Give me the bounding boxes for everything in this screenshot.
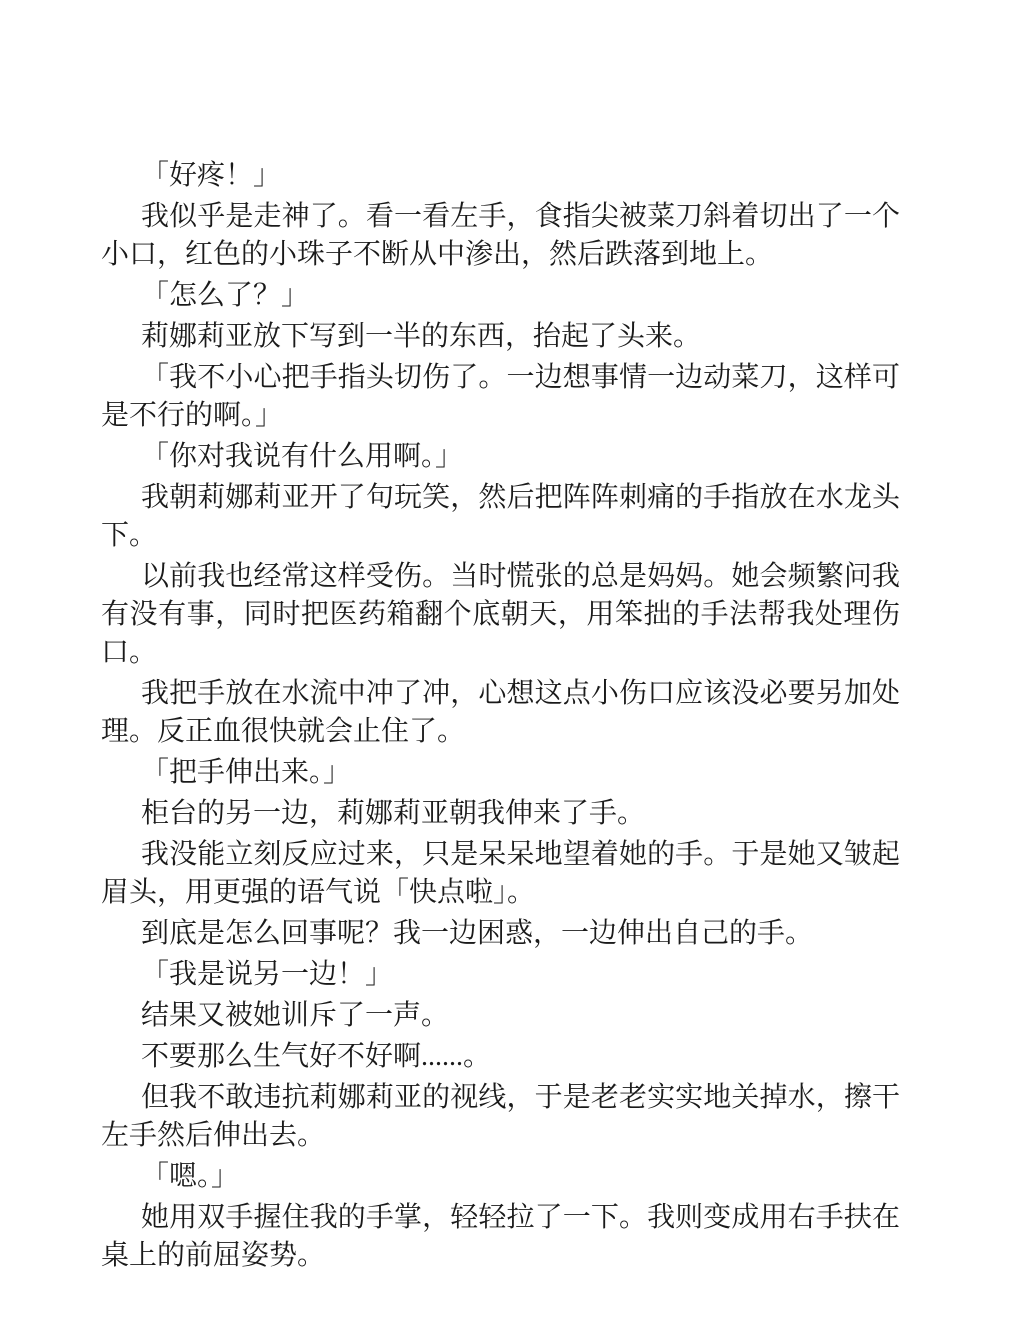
- paragraph: 结果又被她训斥了一声。: [141, 1000, 450, 1031]
- paragraph-dialogue: 「你对我说有什么用啊。」: [141, 441, 464, 472]
- paragraph: 她用双手握住我的手掌，轻轻拉了一下。我则变成用右手扶在桌上的前屈姿势。: [101, 1202, 900, 1271]
- paragraph: 莉娜莉亚放下写到一半的东西，抬起了头来。: [141, 321, 702, 352]
- paragraph: 以前我也经常这样受伤。当时慌张的总是妈妈。她会频繁问我有没有事，同时把医药箱翻个底朝天，用笨拙的手法帮我处理伤口。: [101, 561, 900, 668]
- paragraph: 我把手放在水流中冲了冲，心想这点小伤口应该没必要另加处理。反正血很快就会止住了。: [101, 678, 900, 747]
- paragraph-dialogue: 「好疼！」: [141, 160, 282, 191]
- paragraph: 到底是怎么回事呢？我一边困惑，一边伸出自己的手。: [141, 918, 814, 949]
- paragraph-dialogue: 「嗯。」: [141, 1161, 240, 1192]
- paragraph: 我似乎是走神了。看一看左手，食指尖被菜刀斜着切出了一个小口，红色的小珠子不断从中渗出，然后跌落到地上。: [101, 201, 900, 270]
- text-block: [101, 157, 900, 1278]
- paragraph: 柜台的另一边，莉娜莉亚朝我伸来了手。: [141, 798, 646, 829]
- paragraph-dialogue: 「把手伸出来。」: [141, 757, 352, 788]
- paragraph: 我朝莉娜莉亚开了句玩笑，然后把阵阵刺痛的手指放在水龙头下。: [101, 482, 900, 551]
- paragraph-dialogue: 「我是说另一边！」: [141, 959, 394, 990]
- paragraph: 不要那么生气好不好啊......。: [141, 1041, 492, 1072]
- paragraph-dialogue: 「怎么了？」: [141, 280, 310, 311]
- paragraph-dialogue: 「我不小心把手指头切伤了。一边想事情一边动菜刀，这样可是不行的啊。」: [101, 362, 900, 431]
- paragraph: 我没能立刻反应过来，只是呆呆地望着她的手。于是她又皱起眉头，用更强的语气说「快点啦」。: [101, 839, 900, 908]
- paragraph: 但我不敢违抗莉娜莉亚的视线，于是老老实实地关掉水，擦干左手然后伸出去。: [101, 1082, 900, 1151]
